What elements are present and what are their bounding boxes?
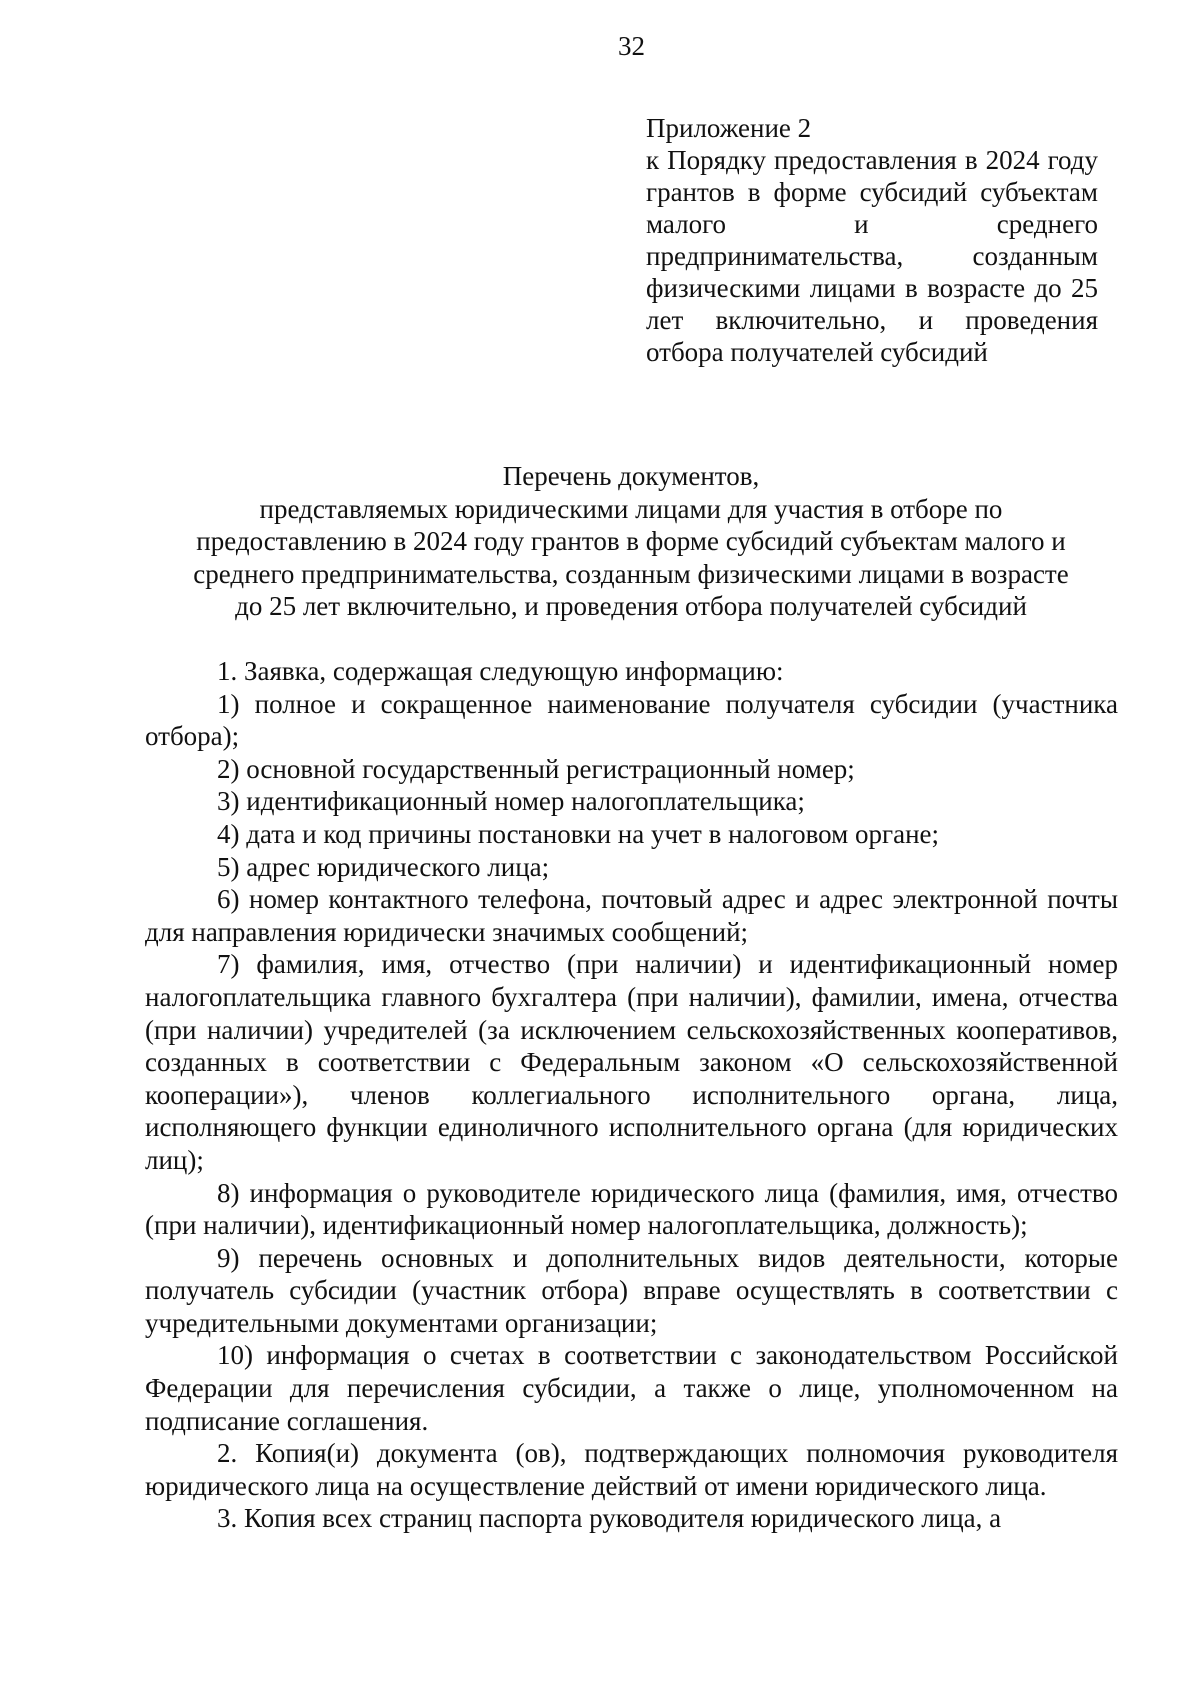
list-item-4: 4) дата и код причины постановки на учет в налоговом органе; — [217, 818, 939, 849]
heading-line: представляемых юридическими лицами для участия в отборе по — [259, 493, 1003, 524]
paragraph-item-1: 1. Заявка, содержащая следующую информацию: — [217, 656, 784, 686]
paragraph-item-3: 3. Копия всех страниц паспорта руководителя юридического лица, а — [217, 1503, 1002, 1534]
heading-line: предоставлению в 2024 году грантов в форме субсидий субъектам малого и — [196, 526, 1066, 556]
list-item-9: 9) перечень основных и дополнительных видов деятельности, которые получатель субсидии (участник отбора) вправе осуществлять в соответствии с учредительными документами организации; — [145, 1242, 1118, 1338]
list-item-3: 3) идентификационный номер налогоплательщика; — [217, 786, 805, 817]
paragraph-item-2: 2. Копия(и) документа (ов), подтверждающих полномочия руководителя юридического лица на осуществление действий от имени юридического лица. — [145, 1438, 1118, 1501]
heading-line: Перечень документов, — [502, 461, 760, 491]
page-number: 32 — [618, 31, 645, 61]
list-item-8: 8) информация о руководителе юридического лица (фамилия, имя, отчество (при наличии), идентификационный номер налогоплательщика, должность); — [145, 1177, 1118, 1241]
appendix-title: Приложение 2 — [646, 113, 812, 143]
document-body — [145, 655, 1118, 1535]
appendix-block — [646, 112, 1098, 368]
heading-line: среднего предпринимательства, созданным физическими лицами в возрасте — [193, 558, 1069, 589]
list-item-1: 1) полное и сокращенное наименование получателя субсидии (участника отбора); — [145, 688, 1118, 752]
document-heading — [145, 460, 1117, 623]
list-item-5: 5) адрес юридического лица; — [217, 851, 550, 882]
list-item-7: 7) фамилия, имя, отчество (при наличии) и идентификационный номер налогоплательщика главного бухгалтера (при наличии), фамилии, имена, отчества (при наличии) учредителей (за исключением сельскохозяйственных кооперативов, созданных в соответствии с Федеральным законом «О сельскохозяйственной кооперации»), членов коллегиального исполнительного органа, лица, исполняющего функции единоличного исполнительного органа (для юридических лиц); — [145, 949, 1118, 1175]
list-item-2: 2) основной государственный регистрационный номер; — [217, 753, 855, 784]
appendix-body: к Порядку предоставления в 2024 году грантов в форме субсидий субъектам малого и среднего предпринимательства, созданным физическими лицами в возрасте до 25 лет включительно, и проведения отбора получателей субсидий — [646, 145, 1098, 367]
list-item-6: 6) номер контактного телефона, почтовый адрес и адрес электронной почты для направления юридически значимых сообщений; — [145, 884, 1118, 947]
list-item-10: 10) информация о счетах в соответствии с законодательством Российской Федерации для перечисления субсидии, а также о лице, уполномоченном на подписание соглашения. — [145, 1340, 1118, 1436]
heading-line: до 25 лет включительно, и проведения отбора получателей субсидий — [235, 591, 1027, 621]
